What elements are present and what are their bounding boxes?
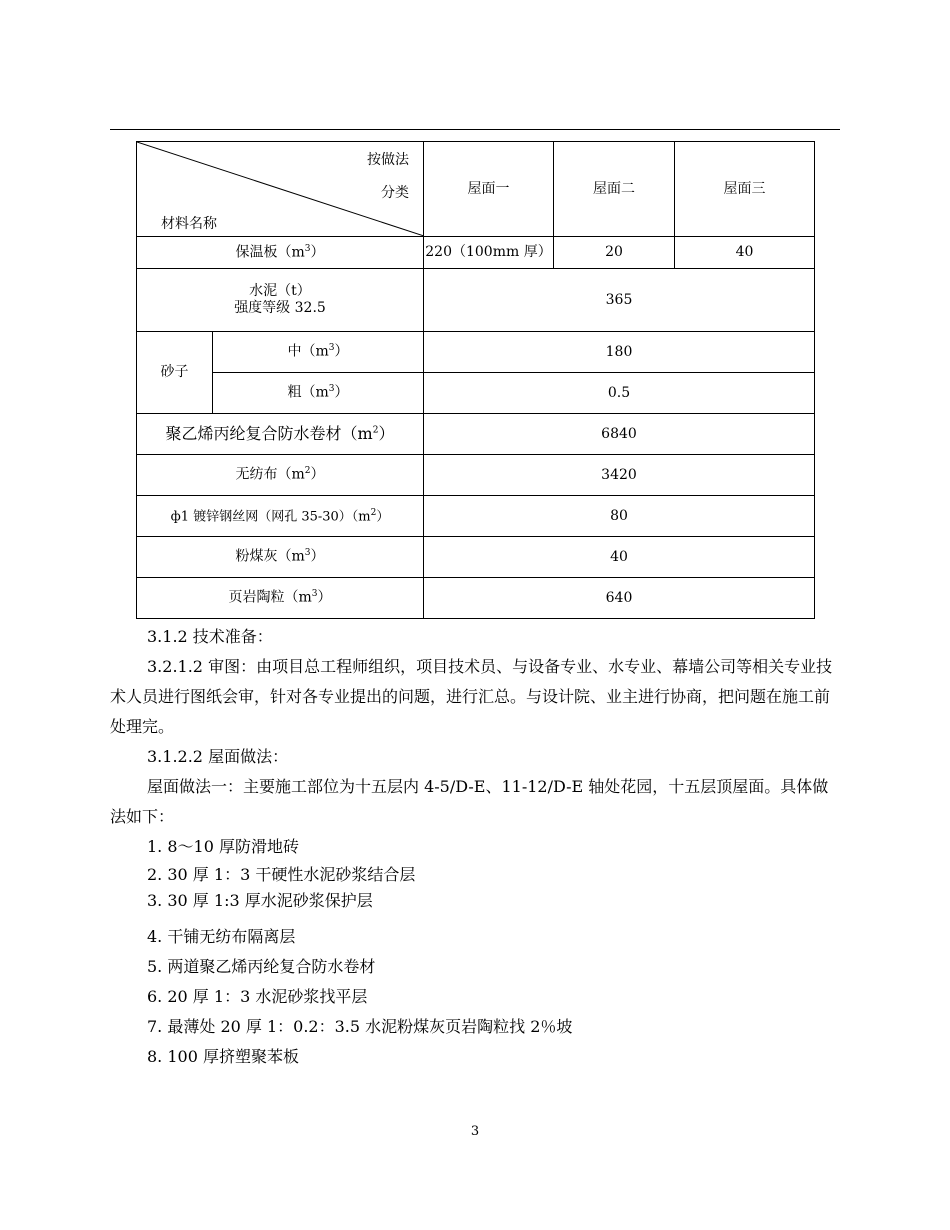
mesh-value: 80	[424, 496, 815, 537]
list-item: 5. 两道聚乙烯丙纶复合防水卷材	[147, 957, 376, 976]
header-by-method: 按做法	[367, 152, 409, 168]
paragraph-drawing-review: 3.2.1.2 审图：由项目总工程师组织，项目技术员、与设备专业、水专业、幕墙公司等相关专业技术人员进行图纸会审，针对各专业提出的问题，进行汇总。与设计院、业主进行协商，把问题在施工前处理完。	[110, 657, 833, 736]
table-row	[137, 537, 815, 578]
row-group-sand: 砂子	[137, 332, 213, 414]
paragraph-roof-method-1: 屋面做法一：主要施工部位为十五层内 4-5/D-E、11-12/D-E 轴处花园，十五层顶屋面。具体做法如下：	[110, 777, 829, 826]
table-row	[137, 455, 815, 496]
row-label-sand-medium: 中$(m^3)$	[213, 332, 424, 373]
table-row	[137, 578, 815, 619]
row-label-membrane: 聚乙烯丙纶复合防水卷材$(m^2)$	[137, 414, 424, 455]
diagonal-header-cell	[137, 142, 424, 237]
table-row	[137, 269, 815, 332]
table-header-row	[137, 142, 815, 237]
flyash-value: 40	[424, 537, 815, 578]
materials-table	[136, 141, 815, 619]
list-item: 6. 20 厚 1：3 水泥砂浆找平层	[147, 987, 368, 1006]
row-label-sand-coarse: 粗$(m^3)$	[213, 373, 424, 414]
table-row	[137, 373, 815, 414]
list-item: 7. 最薄处 20 厚 1：0.2：3.5 水泥粉煤灰页岩陶粒找 2％坡	[147, 1017, 573, 1036]
row-label-shale: 页岩陶粒$(m^3)$	[137, 578, 424, 619]
page-number: 3	[470, 1124, 480, 1139]
col-roof-2: 屋面二	[554, 142, 675, 237]
row-label-flyash: 粉煤灰$(m^3)$	[137, 537, 424, 578]
row-label-cement: 水泥（t） 强度等级 32.5	[137, 269, 424, 332]
list-item: 3. 30 厚 1:3 厚水泥砂浆保护层	[147, 891, 373, 910]
insulation-roof-2: 20	[554, 237, 675, 269]
list-item: 8. 100 厚挤塑聚苯板	[147, 1047, 299, 1066]
list-item: 2. 30 厚 1：3 干硬性水泥砂浆结合层	[147, 865, 416, 884]
list-item: 4. 干铺无纺布隔离层	[147, 927, 296, 946]
section-heading-roof-method: 3.1.2.2 屋面做法：	[147, 747, 289, 766]
row-label-nonwoven: 无纺布$(m^2)$	[137, 455, 424, 496]
header-rule	[110, 129, 840, 130]
table-row	[137, 414, 815, 455]
membrane-value: 6840	[424, 414, 815, 455]
sand-medium-value: 180	[424, 332, 815, 373]
section-heading-tech-prep: 3.1.2 技术准备：	[147, 627, 273, 646]
cement-value: 365	[424, 269, 815, 332]
insulation-roof-3: 40	[675, 237, 815, 269]
list-item: 1. 8～10 厚防滑地砖	[147, 837, 299, 856]
header-material-name: 材料名称	[161, 216, 217, 232]
col-roof-3: 屋面三	[675, 142, 815, 237]
table-row	[137, 237, 815, 269]
col-roof-1: 屋面一	[424, 142, 554, 237]
table-row	[137, 332, 815, 373]
row-label-insulation: 保温板$(m^3)$	[137, 237, 424, 269]
nonwoven-value: 3420	[424, 455, 815, 496]
sand-coarse-value: 0.5	[424, 373, 815, 414]
body-text	[110, 622, 842, 1072]
table-row	[137, 496, 815, 537]
row-label-mesh: ф1 镀锌钢丝网（网孔 $35-30)(m^2)$	[137, 496, 424, 537]
shale-value: 640	[424, 578, 815, 619]
header-category: 分类	[381, 185, 409, 201]
insulation-roof-1: 220（100mm 厚）	[424, 237, 554, 269]
